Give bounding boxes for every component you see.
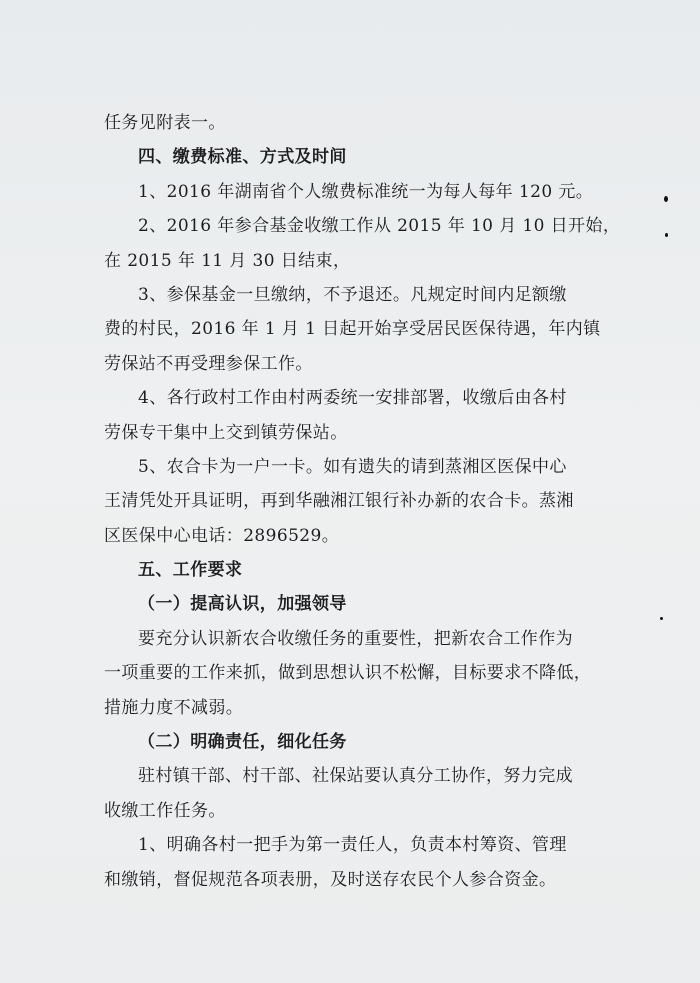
- section-heading-5: 五、工作要求: [138, 560, 243, 581]
- section-heading-4: 四、缴费标准、方式及时间: [138, 147, 347, 168]
- text-line-23: 和缴销，督促规范各项表册，及时送存农民个人参合资金。: [104, 869, 557, 890]
- text-line-9: 4、各行政村工作由村两委统一安排部署，收缴后由各村: [138, 388, 567, 409]
- text-line-11: 5、农合卡为一户一卡。如有遗失的请到蒸湘区医保中心: [138, 456, 567, 477]
- text-line-8: 劳保站不再受理参保工作。: [104, 353, 313, 374]
- scan-speck-2: [665, 233, 668, 237]
- text-line-6: 3、参保基金一旦缴纳，不予退还。凡规定时间内足额缴: [138, 284, 567, 305]
- text-line-1: 任务见附表一。: [104, 113, 226, 133]
- subsection-heading-2: （二）明确责任，细化任务: [138, 732, 347, 753]
- document-body: [104, 106, 621, 897]
- text-line-3: 1、2016 年湖南省个人缴费标准统一为每人每年 120 元。: [138, 181, 594, 202]
- text-line-10: 劳保专干集中上交到镇劳保站。: [104, 422, 348, 443]
- text-line-18: 措施力度不减弱。: [104, 697, 244, 718]
- text-line-22: 1、明确各村一把手为第一责任人，负责本村筹资、管理: [138, 835, 567, 856]
- text-line-7: 费的村民，2016 年 1 月 1 日起开始享受居民医保待遇，年内镇: [104, 319, 601, 340]
- text-line-4: 2、2016 年参合基金收缴工作从 2015 年 10 月 10 日开始，: [138, 216, 621, 237]
- subsection-heading-1: （一）提高认识，加强领导: [138, 594, 347, 615]
- text-line-17: 一项重要的工作来抓，做到思想认识不松懈，目标要求不降低，: [104, 663, 592, 684]
- text-line-21: 收缴工作任务。: [104, 800, 226, 821]
- text-line-5: 在 2015 年 11 月 30 日结束，: [104, 250, 351, 271]
- text-line-13: 区医保中心电话：2896529。: [104, 525, 340, 546]
- scan-speck-3: [660, 617, 663, 620]
- scan-speck-1: [664, 196, 668, 202]
- text-line-16: 要充分认识新农合收缴任务的重要性，把新农合工作作为: [138, 628, 573, 649]
- text-line-12: 王清凭处开具证明，再到华融湘江银行补办新的农合卡。蒸湘: [104, 491, 574, 512]
- text-line-20: 驻村镇干部、村干部、社保站要认真分工协作，努力完成: [138, 766, 573, 787]
